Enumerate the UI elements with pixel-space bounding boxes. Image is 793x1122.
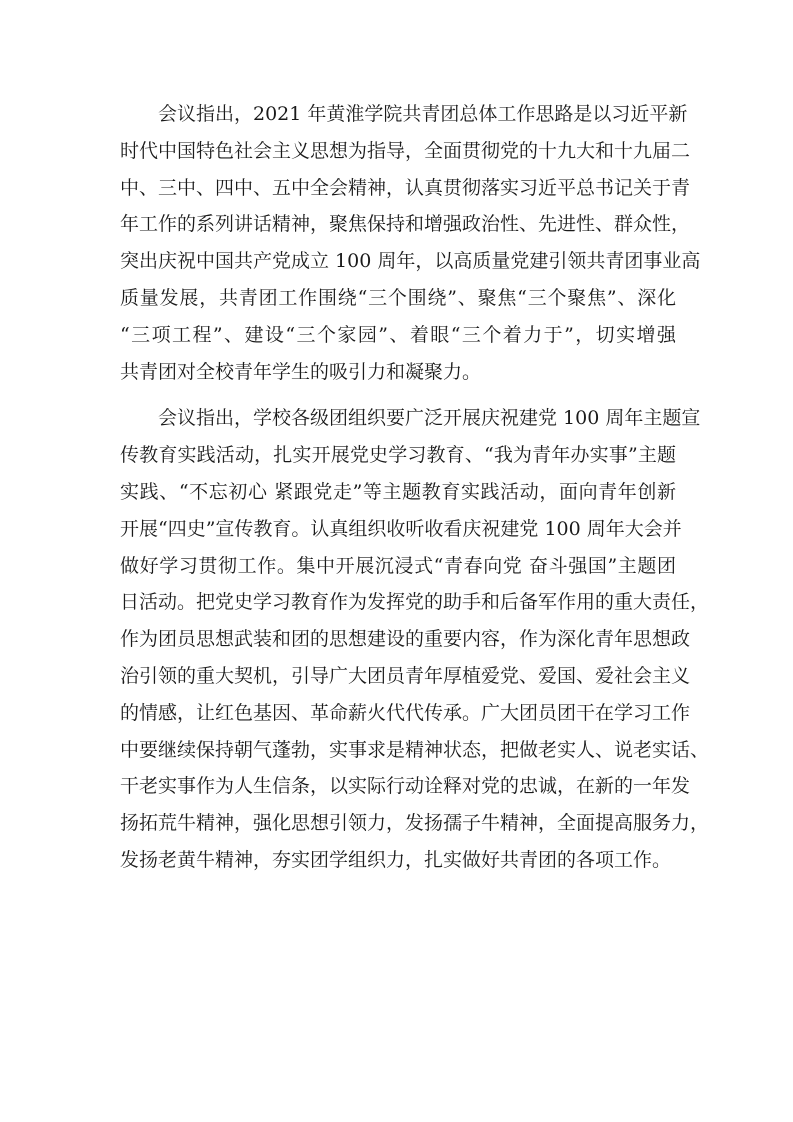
text-line: 突出庆祝中国共产党成立 100 周年，以高质量党建引领共青团事业高 bbox=[120, 250, 701, 273]
text-line: 时代中国特色社会主义思想为指导，全面贯彻党的十九大和十九届二 bbox=[120, 139, 691, 162]
text-line: 传教育实践活动，扎实开展党史学习教育、“我为青年办实事”主题 bbox=[120, 444, 676, 467]
text-line: 年工作的系列讲话精神，聚焦保持和增强政治性、先进性、群众性， bbox=[120, 213, 691, 236]
text-line: 日活动。把党史学习教育作为发挥党的助手和后备军作用的重大责任， bbox=[120, 591, 710, 614]
text-line: 实践、“不忘初心 紧跟党走”等主题教育实践活动，面向青年创新 bbox=[120, 480, 676, 503]
text-line: 作为团员思想武装和团的思想建设的重要内容，作为深化青年思想政 bbox=[120, 628, 691, 651]
text-line: 开展“四史”宣传教育。认真组织收听收看庆祝建党 100 周年大会并 bbox=[120, 517, 682, 540]
text-line: 共青团对全校青年学生的吸引力和凝聚力。 bbox=[120, 360, 482, 383]
paragraph-2 bbox=[120, 400, 710, 878]
paragraph-1 bbox=[120, 96, 701, 390]
text-line: 会议指出，学校各级团组织要广泛开展庆祝建党 100 周年主题宣 bbox=[158, 407, 701, 430]
text-line: 发扬老黄牛精神，夯实团学组织力，扎实做好共青团的各项工作。 bbox=[120, 848, 672, 871]
text-line: 中、三中、四中、五中全会精神，认真贯彻落实习近平总书记关于青 bbox=[120, 176, 691, 199]
paragraph-spacer bbox=[120, 390, 676, 400]
text-line: 的情感，让红色基因、革命薪火代代传承。广大团员团干在学习工作 bbox=[120, 701, 691, 724]
text-line: 治引领的重大契机，引导广大团员青年厚植爱党、爱国、爱社会主义 bbox=[120, 664, 691, 687]
document-body bbox=[120, 96, 710, 879]
text-line: 质量发展，共青团工作围绕“三个围绕”、聚焦“三个聚焦”、深化 bbox=[120, 286, 676, 309]
text-line: 扬拓荒牛精神，强化思想引领力，发扬孺子牛精神，全面提高服务力， bbox=[120, 812, 710, 835]
text-line: 做好学习贯彻工作。集中开展沉浸式“青春向党 奋斗强国”主题团 bbox=[120, 554, 676, 577]
text-line: 会议指出，2021 年黄淮学院共青团总体工作思路是以习近平新 bbox=[158, 103, 688, 125]
text-line: “三项工程”、建设“三个家园”、着眼“三个着力于”，切实增强 bbox=[120, 323, 676, 346]
text-line: 中要继续保持朝气蓬勃，实事求是精神状态，把做老实人、说老实话、 bbox=[120, 738, 710, 761]
text-line: 干老实事作为人生信条，以实际行动诠释对党的忠诚，在新的一年发 bbox=[120, 775, 691, 798]
